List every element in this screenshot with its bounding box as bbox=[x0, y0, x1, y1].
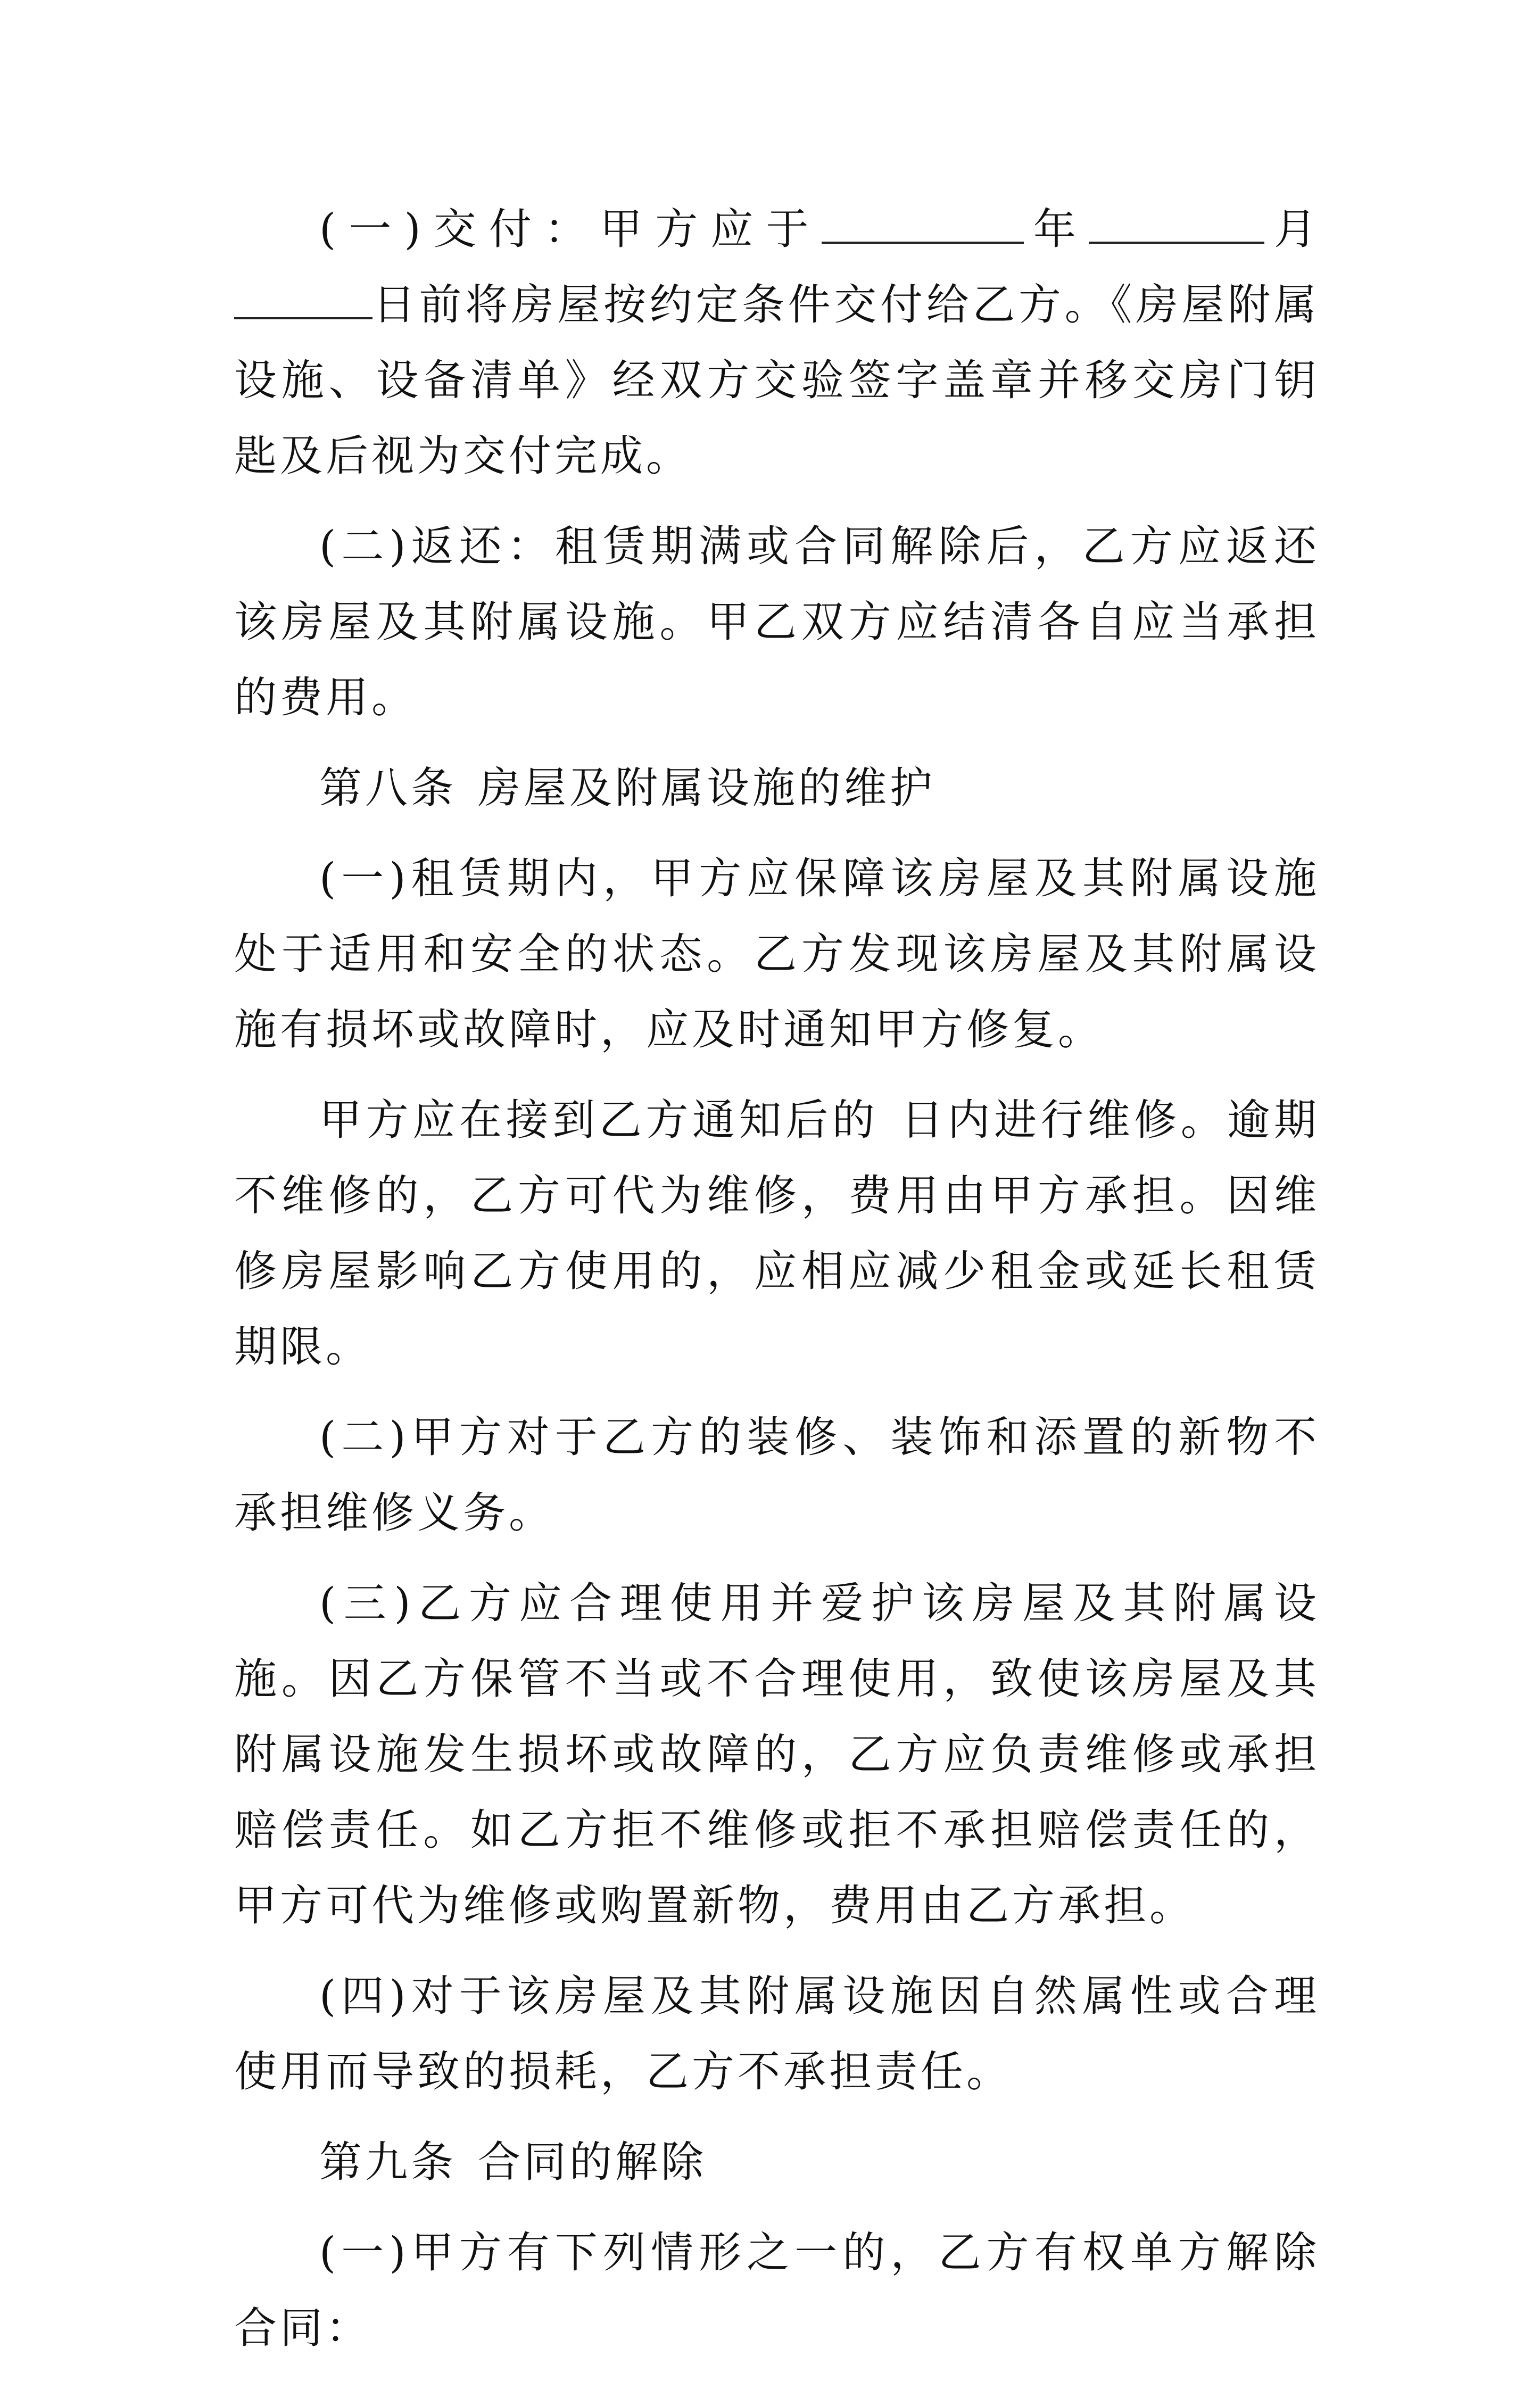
article-8-label: 第八条 bbox=[319, 763, 457, 813]
document-body bbox=[234, 192, 1320, 2381]
repair-before: 甲方应在接到乙方通知后的 bbox=[319, 1095, 879, 1145]
day-blank bbox=[234, 280, 372, 319]
repair-after: 日内进行维修。逾期不维修的，乙方可代为维修，费用由甲方承担。因维修房屋影响乙方使用的，应相应减少租金或延长租赁期限。 bbox=[234, 1095, 1320, 1371]
paragraph-maintenance-4: (四)对于该房屋及其附属设施因自然属性或合理使用而导致的损耗，乙方不承担责任。 bbox=[234, 1971, 1320, 2096]
article-8-title: 房屋及附属设施的维护 bbox=[478, 763, 935, 813]
paragraph-maintenance-2: (二)甲方对于乙方的装修、装饰和添置的新物不承担维修义务。 bbox=[234, 1412, 1320, 1537]
article-9-title: 合同的解除 bbox=[478, 2137, 707, 2187]
paragraph-return: (二)返还：租赁期满或合同解除后，乙方应返还该房屋及其附属设施。甲乙双方应结清各自应当承担的费用。 bbox=[234, 522, 1320, 722]
article-9-label: 第九条 bbox=[319, 2137, 457, 2187]
article-9-heading bbox=[234, 2124, 1320, 2200]
paragraph-termination-1: (一)甲方有下列情形之一的，乙方有权单方解除合同： bbox=[234, 2228, 1320, 2353]
year-label: 年 bbox=[1023, 204, 1089, 254]
month-label: 月 bbox=[1264, 204, 1320, 254]
article-8-heading bbox=[234, 750, 1320, 826]
delivery-prefix: (一)交付：甲方应于 bbox=[319, 204, 822, 254]
month-blank bbox=[1089, 204, 1264, 244]
paragraph-repair-deadline bbox=[234, 1082, 1320, 1385]
year-blank bbox=[822, 204, 1024, 244]
paragraph-maintenance-1: (一)租赁期内，甲方应保障该房屋及其附属设施处于适用和安全的状态。乙方发现该房屋及其附属设施有损坏或故障时，应及时通知甲方修复。 bbox=[234, 854, 1320, 1054]
paragraph-delivery bbox=[234, 192, 1320, 494]
paragraph-maintenance-3: (三)乙方应合理使用并爱护该房屋及其附属设施。因乙方保管不当或不合理使用，致使该房屋及其附属设施发生损坏或故障的，乙方应负责维修或承担赔偿责任。如乙方拒不维修或拒不承担赔偿责任的，甲方可代为维修或购置新物，费用由乙方承担。 bbox=[234, 1578, 1320, 1930]
delivery-rest: 日前将房屋按约定条件交付给乙方。《房屋附属设施、设备清单》经双方交验签字盖章并移交房门钥匙及后视为交付完成。 bbox=[234, 280, 1320, 481]
